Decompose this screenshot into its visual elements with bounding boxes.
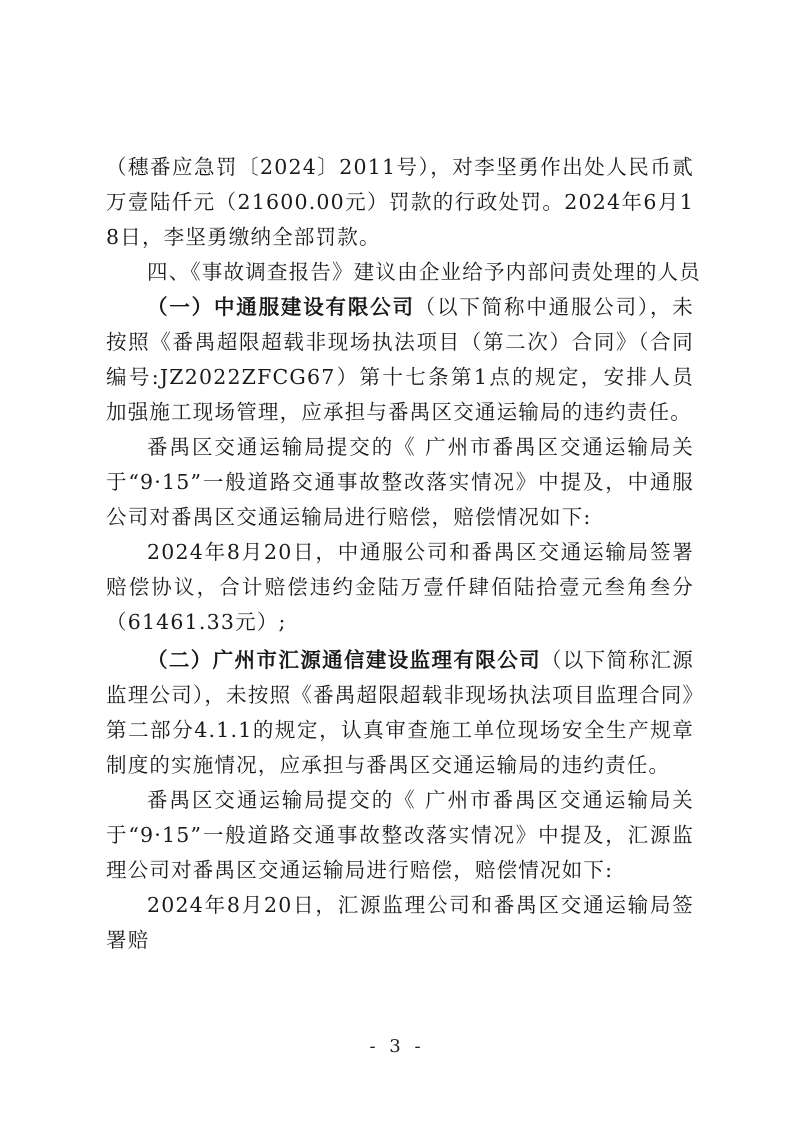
item1-paragraph: [106, 290, 694, 430]
section-heading: 四、《事故调查报告》建议由企业给予内部问责处理的人员: [147, 260, 701, 284]
item1-compensation-paragraph: 2024年8月20日，中通服公司和番禺区交通运输局签署赔偿协议，合计赔偿违约金陆万壹仟肆佰陆拾壹元叁角叁分（61461.33元）;: [106, 540, 694, 634]
item2-compensation-paragraph: 2024年8月20日，汇源监理公司和番禺区交通运输局签署赔: [106, 893, 694, 952]
paragraph-penalty: （穗番应急罚〔2024〕2011号），对李坚勇作出处人民币贰万壹陆仟元（21600.00元）罚款的行政处罚。2024年6月18日，李坚勇缴纳全部罚款。: [106, 155, 694, 249]
page-number: - 3 -: [369, 1036, 425, 1057]
item1-label: （一）中通服建设有限公司: [147, 295, 415, 319]
item2-paragraph: [106, 643, 694, 783]
item2-report-paragraph: 番禺区交通运输局提交的《 广州市番禺区交通运输局关于“9·15”一般道路交通事故整改落实情况》中提及，汇源监理公司对番禺区交通运输局进行赔偿，赔偿情况如下:: [106, 788, 694, 882]
item2-text: （以下简称汇源监理公司），未按照《番禺超限超载非现场执法项目监理合同》第二部分4.1.1的规定，认真审查施工单位现场安全生产规章制度的实施情况，应承担与番禺区交通运输局的违约责任。: [106, 648, 694, 777]
document-page: [106, 150, 701, 958]
item2-label: （二）广州市汇源通信建设监理有限公司: [147, 648, 541, 672]
item1-text: （以下简称中通服公司），未按照《番禺超限超载非现场执法项目（第二次）合同》（合同编号:JZ2022ZFCG67）第十七条第1点的规定，安排人员加强施工现场管理，应承担与番禺区交通运输局的违约责任。: [106, 295, 694, 424]
item1-report-paragraph: 番禺区交通运输局提交的《 广州市番禺区交通运输局关于“9·15”一般道路交通事故整改落实情况》中提及，中通服公司对番禺区交通运输局进行赔偿，赔偿情况如下:: [106, 435, 694, 529]
